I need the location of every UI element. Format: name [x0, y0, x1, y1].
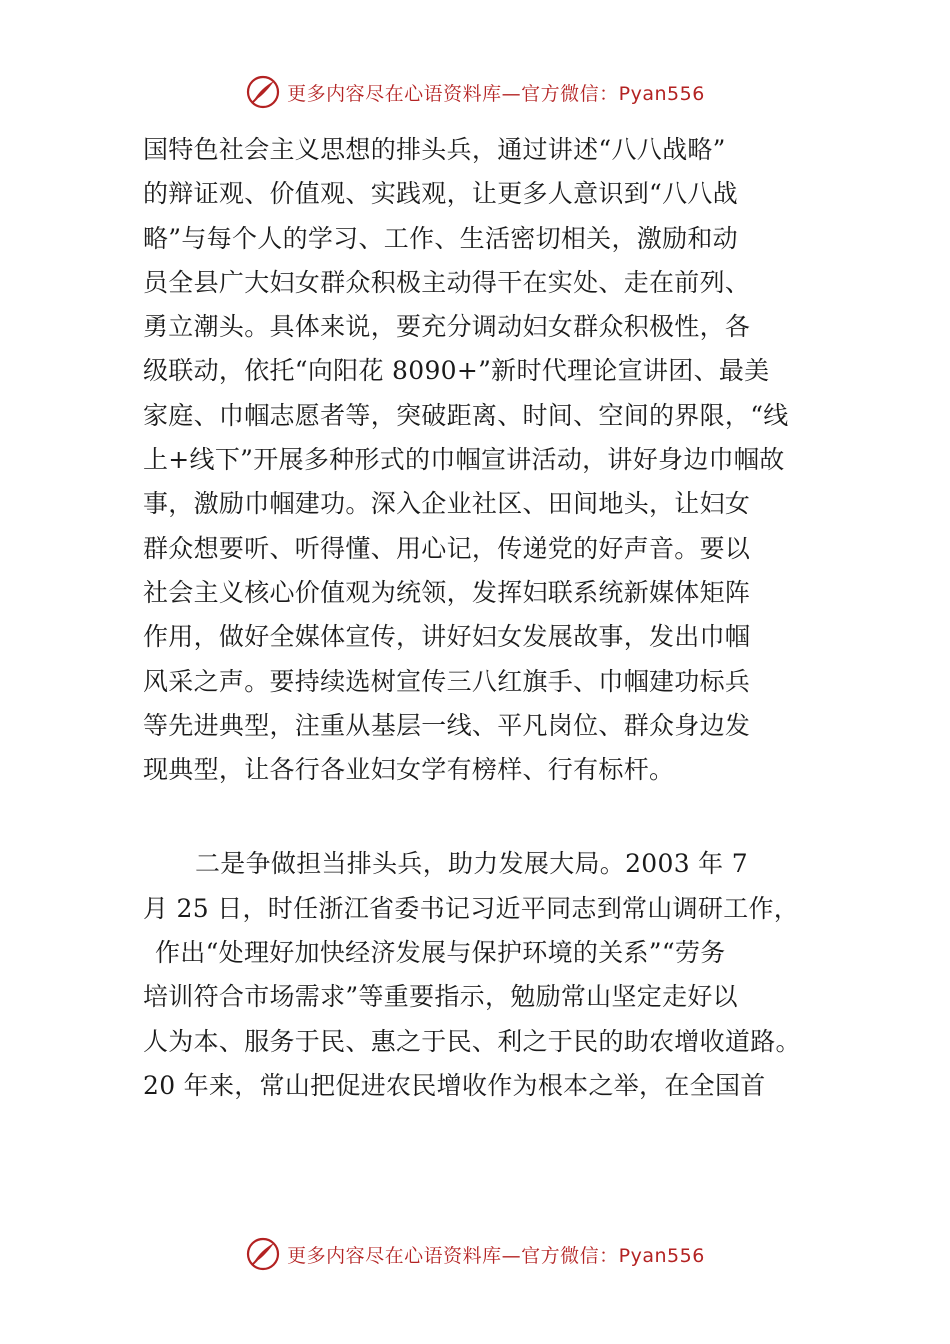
paragraph-1 [143, 128, 813, 792]
text-line: 事，激励巾帼建功。深入企业社区、田间地头，让妇女 [143, 489, 751, 519]
text-line: 级联动，依托“向阳花 8090+”新时代理论宣讲团、最美 [143, 356, 770, 386]
paragraph-2 [143, 842, 813, 1108]
text-line: 家庭、巾帼志愿者等，突破距离、时间、空间的界限，“线 [143, 400, 789, 430]
text-line: 20 年来，常山把促进农民增收作为根本之举，在全国首 [143, 1070, 766, 1100]
text-line: 上+线下”开展多种形式的巾帼宣讲活动，讲好身边巾帼故 [143, 445, 785, 475]
text-line: 社会主义核心价值观为统领，发挥妇联系统新媒体矩阵 [143, 577, 751, 607]
text-line: 的辩证观、价值观、实践观，让更多人意识到“八八战 [143, 179, 738, 209]
text-line: 国特色社会主义思想的排头兵，通过讲述“八八战略” [143, 135, 726, 164]
quill-circle-logo-icon [245, 74, 281, 110]
footer-banner-text: 更多内容尽在心语资料库—官方微信：Pyan556 [287, 1244, 705, 1267]
footer-banner [0, 1232, 950, 1276]
text-line: 作出“处理好加快经济发展与保护环境的关系”“劳务 [155, 938, 726, 968]
text-line: 风采之声。要持续选树宣传三八红旗手、巾帼建功标兵 [143, 666, 751, 696]
text-line: 勇立潮头。具体来说，要充分调动妇女群众积极性，各 [143, 312, 751, 342]
text-line: 人为本、服务于民、惠之于民、利之于民的助农增收道路。 [143, 1026, 801, 1056]
text-line: 二是争做担当排头兵，助力发展大局。2003 年 7 [195, 849, 748, 879]
header-banner [0, 70, 950, 114]
text-line: 月 25 日，时任浙江省委书记习近平同志到常山调研工作， [143, 893, 800, 923]
text-line: 培训符合市场需求”等重要指示，勉励常山坚定走好以 [143, 982, 738, 1012]
text-line: 现典型，让各行各业妇女学有榜样、行有标杆。 [143, 755, 675, 785]
header-banner-text: 更多内容尽在心语资料库—官方微信：Pyan556 [287, 82, 705, 105]
text-line: 作用，做好全媒体宣传，讲好妇女发展故事，发出巾帼 [143, 622, 751, 652]
text-line: 等先进典型，注重从基层一线、平凡岗位、群众身边发 [143, 710, 751, 740]
paragraph-spacer [143, 792, 813, 842]
quill-circle-logo-icon [245, 1236, 281, 1272]
text-line: 员全县广大妇女群众积极主动得干在实处、走在前列、 [143, 267, 751, 297]
document-body [143, 128, 813, 1108]
text-line: 群众想要听、听得懂、用心记，传递党的好声音。要以 [143, 533, 751, 563]
text-line: 略”与每个人的学习、工作、生活密切相关，激励和动 [143, 223, 738, 253]
